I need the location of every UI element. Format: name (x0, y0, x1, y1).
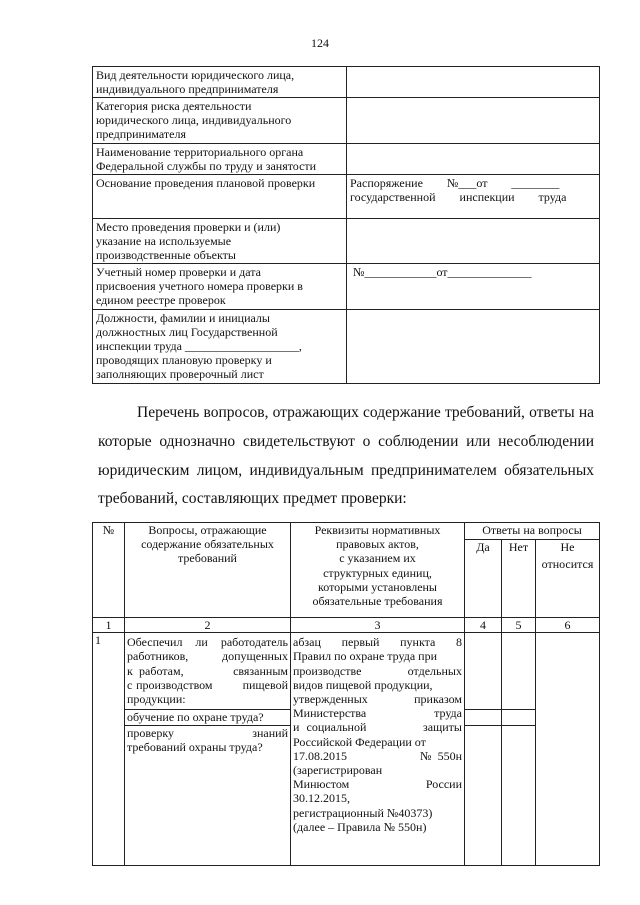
requisites-text: абзац первый пункта 8 Правил по охране труда при производстве отдельных видов пищевой продукции, утвержденных приказом Министерства труда и социальной защиты Российской Федерации от 17.08.2015 №550н (зарегистрирован Минюстом России 30.12.2015, регистрационный №40373) (далее – Правила № 550н) (291, 633, 465, 866)
info-row-territorial-body (93, 144, 600, 175)
info-label: Основание проведения плановой проверки (93, 175, 347, 219)
answer-no-cell[interactable] (502, 726, 536, 866)
info-value: №____________от______________ (347, 264, 600, 310)
info-row-location (93, 219, 600, 264)
info-label: Категория риска деятельности юридического лица, индивидуального предпринимателя (93, 98, 347, 144)
info-value (347, 219, 600, 264)
info-row-registration (93, 264, 600, 310)
info-row-officials (93, 310, 600, 384)
column-number: 3 (291, 618, 465, 633)
answer-yes-cell[interactable] (465, 710, 502, 726)
inspection-info-table (92, 66, 600, 384)
info-label: Вид деятельности юридического лица, индивидуального предпринимателя (93, 67, 347, 98)
info-label: Место проведения проверки и (или) указание на используемые производственные объекты (93, 219, 347, 264)
question-text: Обеспечил ли работодатель работников, допущенных к работам, связанным с производством пищевой продукции: (125, 633, 291, 710)
info-row-risk-category (93, 98, 600, 144)
column-number-row (93, 618, 600, 633)
column-number: 6 (536, 618, 600, 633)
answer-no-cell[interactable] (502, 633, 536, 710)
info-row-basis (93, 175, 600, 219)
info-value: Распоряжение №___от ________ государственной инспекции труда (347, 175, 600, 219)
column-number: 5 (502, 618, 536, 633)
header-requisites: Реквизиты нормативных правовых актов, с указанием их структурных единиц, которыми установлены обязательные требования (291, 523, 465, 618)
header-yes: Да (465, 540, 502, 618)
header-num: № (93, 523, 125, 618)
info-label: Учетный номер проверки и дата присвоения учетного номера проверки в едином реестре проверок (93, 264, 347, 310)
page-number: 124 (311, 36, 329, 50)
info-value (347, 144, 600, 175)
answer-yes-cell[interactable] (465, 633, 502, 710)
answer-na-cell[interactable] (536, 633, 600, 866)
answer-no-cell[interactable] (502, 710, 536, 726)
subquestion-text: обучение по охране труда? (125, 710, 291, 726)
info-value (347, 98, 600, 144)
subquestion-text: проверку знаний требований охраны труда? (125, 726, 291, 866)
intro-paragraph: Перечень вопросов, отражающих содержание требований, ответы на которые однозначно свидетельствуют о соблюдении или несоблюдении юридическим лицом, индивидуальным предпринимателем обязательных требований, составляющих предмет проверки: (98, 404, 594, 508)
info-row-activity (93, 67, 600, 98)
header-answers: Ответы на вопросы (465, 523, 600, 540)
answer-yes-cell[interactable] (465, 726, 502, 866)
info-value (347, 67, 600, 98)
info-value (347, 310, 600, 384)
question-num: 1 (93, 633, 125, 866)
column-number: 2 (125, 618, 291, 633)
info-label: Должности, фамилии и инициалы должностных лиц Государственной инспекции труда ___________________, проводящих плановую проверку и заполняющих проверочный лист (93, 310, 347, 384)
info-label: Наименование территориального органа Федеральной службы по труду и занятости (93, 144, 347, 175)
column-number: 4 (465, 618, 502, 633)
question-row (93, 633, 600, 710)
questions-table (92, 522, 600, 866)
column-number: 1 (93, 618, 125, 633)
header-question: Вопросы, отражающие содержание обязательных требований (125, 523, 291, 618)
header-no: Нет (502, 540, 536, 618)
header-row (93, 523, 600, 540)
header-not-applicable: Не относится (536, 540, 600, 618)
